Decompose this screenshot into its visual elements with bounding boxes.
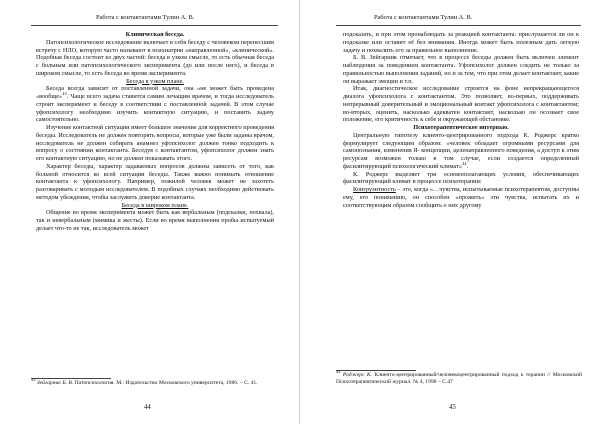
body-text <box>36 31 274 233</box>
footnote-number: 43 <box>31 377 36 383</box>
paragraph: К. Роджерс выделяет три основополагающих условия, обеспечивающих фасилитирующий климат в процессе психотерапии: <box>343 170 579 186</box>
paragraph: Центральную гипотезу клиенто-центрированного подхода К. Роджерс кратко формулирует следующим образом: «человек обладает огромными ресурсами для самопознания, изменения Я- концепции, целенаправленного поведения, а доступ к этим ресурсам возможен только в том случае, если создается определенный фасилитирующий психологический климат»$^{44}$. <box>343 131 579 170</box>
paragraph-text: . Чаще всего задача ставится самим лечащим врачом, и тогда исследователь строит эксперимент и беседу в соответствии с поставленной задачей. В этом случае уфопсихологу необходимо изучить контактную ситуацию, и поставить задачу самостоятельно. <box>36 93 274 124</box>
running-header: Работа с контактантами Тулин А. В. <box>96 14 195 21</box>
section-title: Психотерапевтическое интервью. <box>413 124 509 131</box>
paragraph: Общение во время эксперимента может быть как вербальным (подсказки, похвала), так и невербальным (мимика и жесты). Если во время выполнения пробы испытуемый делает что-то не так, исследователь может <box>36 209 274 232</box>
paragraph: Изучение контактной ситуации имеет большое значение для корректного проведения беседы. Исследователь не должен повторять вопросы, которые уже были заданы врачом, исследователь не должен собирать анамнез уфопсихолог должен тонко подходить к вопросу о состоянии контактанта. Беседуя с контактантом, уфопсихолог должен знать его контактную ситуацию, но не должен показывать этого. <box>36 124 274 162</box>
paragraph: подсказать, и при этом пронаблюдать за реакцией контактанта: прислушается ли он к подсказке или оставит её без внимания. Иногда может быть полезным дать легкую задачу и похвалить его за правильное выполнение. <box>343 31 579 54</box>
footnote-text: Патопсихология. М.: Издательство Московского университета, 1986. – С. 41. <box>74 380 258 386</box>
paragraph <box>36 85 274 124</box>
paragraph: Б. В. Зейгарник отмечает, что в процессе беседы должен быть включен элемент наблюдения за поведением контактанта. Уфопсихолог должен следить не только за правильностью выполнения заданий, но и за тем, что при этом делает контактант, какие он выражает эмоции и т.п. <box>343 54 579 85</box>
paragraph: Патопсихологическое исследование включает в себя беседу с человеком перенесшим встречу с НЛО, которую часто называют в психиатрии «направленной», «клинической». Подобная беседа состоит из двух частей: беседа в узком смысле, то есть обычная беседа с больным или патопсихологического эксперимента (до или после него), и беседа в широком смысле, то есть беседа во время эксперимента. <box>36 38 274 77</box>
footnote-text: Клиенто-центрированный/человекоцентрированный подход к терапии // Московский Психотерапевтический журнал. № 4, 1998 – С.47 <box>336 372 582 385</box>
subheading: Беседа в широком плане. <box>121 201 189 209</box>
header-rule <box>336 25 581 26</box>
section-title: Клиническая беседа. <box>125 31 185 38</box>
paragraph-text: Центральную гипотезу клиенто-центрированного подхода К. Роджерс кратко формулирует следующим образом: «человек обладает огромными ресурсами для самопознания, изменения Я- концепции, целенаправленного поведения, а доступ к этим ресурсам возможен только в том случае, если создается определенный фасилитирующий психологический климат» <box>343 131 579 170</box>
footnote <box>336 369 582 386</box>
paragraph-text: – это, когда «…чувства, испытываемые психотерапевтом, доступны ему, его пониманию, он способен «прожить» эти чувства, испытать их и соответствующим образом сообщить о них другому <box>343 186 579 209</box>
paragraph-text: Беседа всегда зависит от поставленной задачи, она «не может быть проведена «вообще» <box>36 85 274 100</box>
paragraph: Характер беседы, характер задаваемых вопросов должны зависеть от того, как больной относится ко всей ситуации беседы. Также важно понимать отношение контактанта к уфопсихологу. Например, пожилой человек может не захотеть разговаривать с молодым исследователем. В подобных случаях необходимо действовать методом убеждения, чтобы заслужить доверие контактанта. <box>36 162 274 201</box>
page-number: 44 <box>144 404 151 411</box>
footnote-rule <box>336 370 416 371</box>
term: Конгруэнтность <box>353 186 396 193</box>
footnote-author: Роджерс К. <box>342 372 372 378</box>
running-header: Работа с контактантами Тулин А. В. <box>374 14 473 21</box>
footnote <box>31 377 276 387</box>
footnote-marker: 43 <box>62 90 67 96</box>
right-page <box>300 0 600 424</box>
footnote-author: Зейгарник Б. В. <box>36 380 74 386</box>
body-text <box>343 31 579 209</box>
subheading: Беседа в узком плане. <box>126 77 184 85</box>
footnote-marker: 44 <box>461 160 467 166</box>
paragraph: Итак, диагностическое исследование строится на фоне непрекращающегося диалога уфопсихолога с контактантом. Это позволяет, во-первых, поддерживать непрерывный доверительный и эмоциональный контакт уфопсихолога с контактантом; во-вторых, оценить, насколько адекватен контактант, насколько он осознает свое положение, его критичность к себе и окружающей обстановке. <box>343 85 579 124</box>
page-number: 45 <box>449 404 456 411</box>
footnote-number: 44 <box>336 369 341 375</box>
header-rule <box>31 25 278 26</box>
paragraph <box>343 186 579 209</box>
footnote-rule <box>31 378 111 379</box>
